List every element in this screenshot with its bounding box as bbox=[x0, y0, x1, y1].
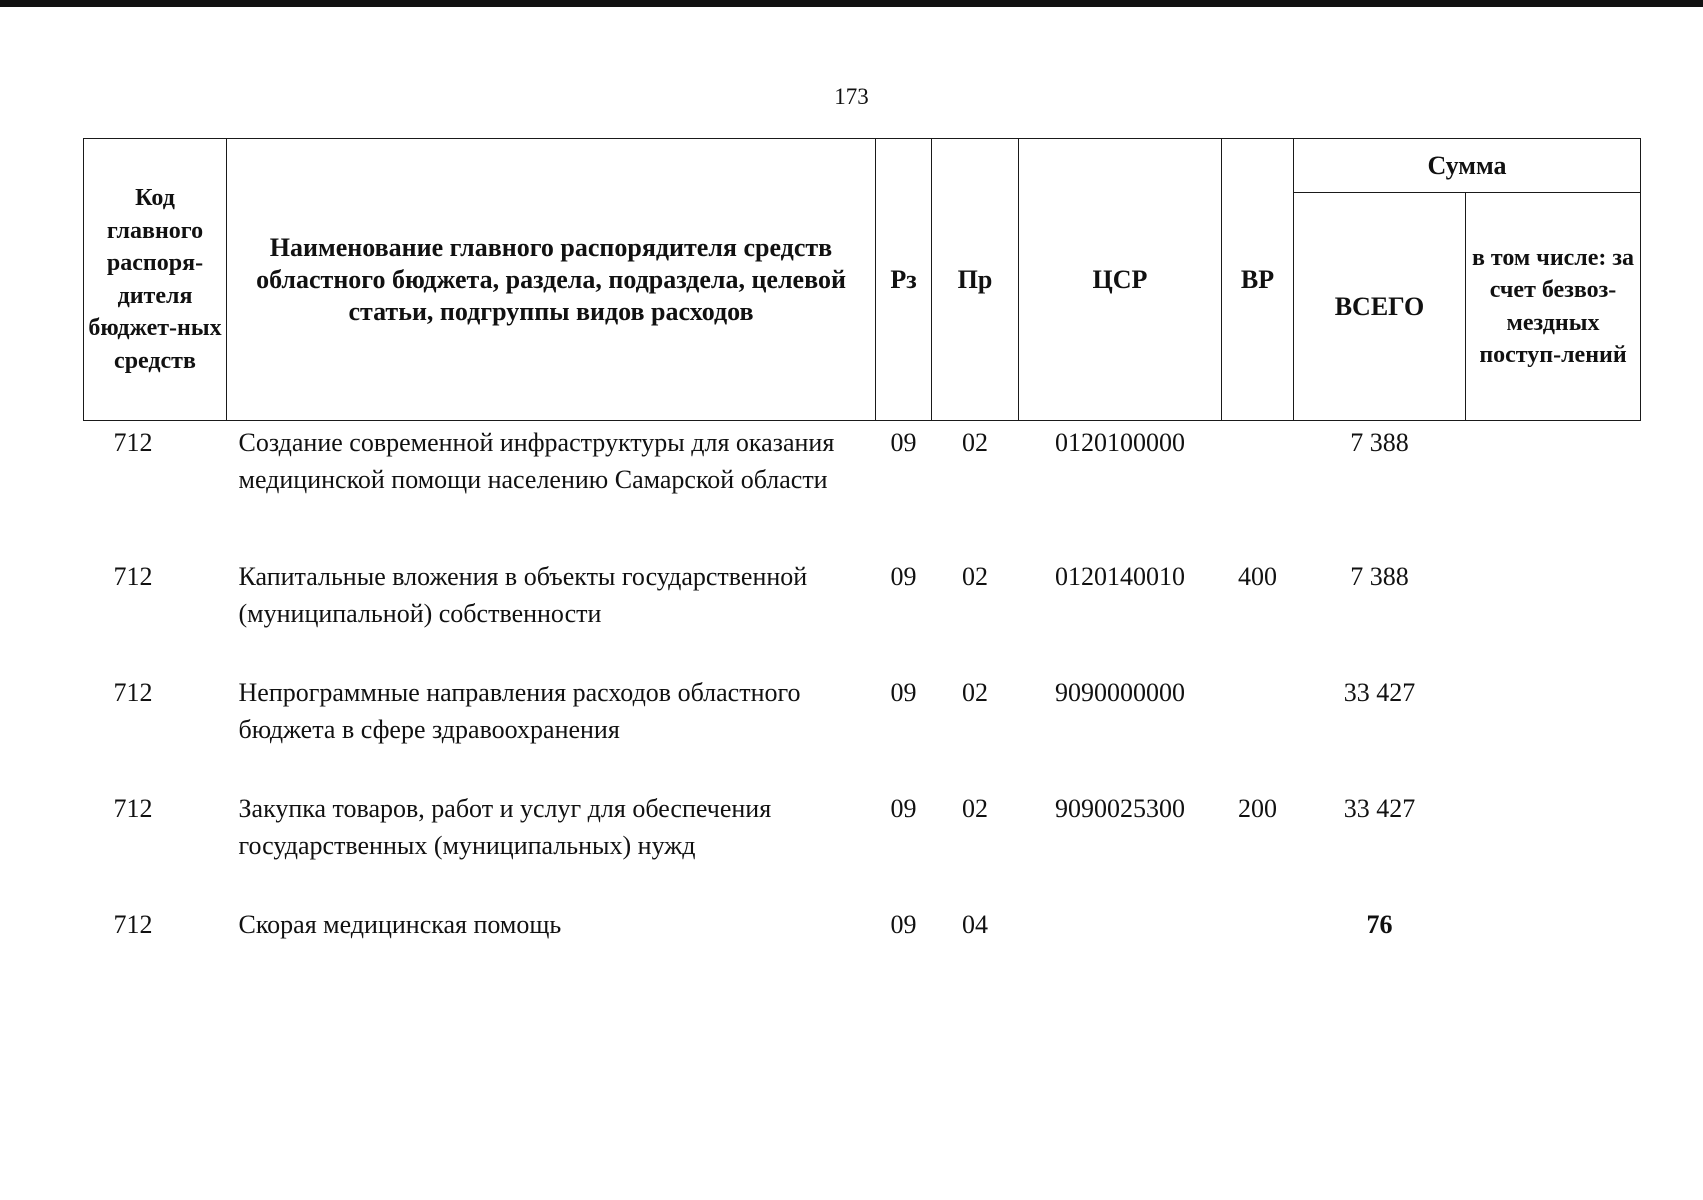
header-sum: Сумма bbox=[1294, 139, 1641, 193]
cell-vr bbox=[1222, 671, 1294, 787]
header-pr: Пр bbox=[932, 139, 1019, 421]
header-vr: ВР bbox=[1222, 139, 1294, 421]
cell-pr: 02 bbox=[962, 794, 988, 823]
cell-code: 712 bbox=[113, 678, 153, 707]
table-row bbox=[84, 903, 1641, 967]
cell-gratuitous bbox=[1466, 421, 1641, 556]
cell-total: 7 388 bbox=[1350, 562, 1409, 591]
cell-gratuitous bbox=[1466, 903, 1641, 967]
header-name: Наименование главного распорядителя средств областного бюджета, раздела, подраздела, целевой статьи, подгруппы видов расходов bbox=[227, 139, 876, 421]
cell-pr: 02 bbox=[962, 562, 988, 591]
cell-rz: 09 bbox=[890, 910, 917, 939]
cell-name: Капитальные вложения в объекты государственной (муниципальной) собственности bbox=[238, 562, 808, 628]
cell-total: 7 388 bbox=[1350, 428, 1409, 457]
cell-total: 76 bbox=[1366, 910, 1393, 939]
cell-total: 33 427 bbox=[1343, 794, 1416, 823]
table-row bbox=[84, 555, 1641, 671]
cell-name: Закупка товаров, работ и услуг для обеспечения государственных (муниципальных) нужд bbox=[238, 794, 772, 860]
cell-csr bbox=[1019, 903, 1222, 967]
cell-vr: 400 bbox=[1238, 562, 1277, 591]
header-total: ВСЕГО bbox=[1294, 193, 1466, 421]
cell-csr: 9090000000 bbox=[1055, 678, 1185, 707]
cell-name: Непрограммные направления расходов областного бюджета в сфере здравоохранения bbox=[238, 678, 801, 744]
cell-csr: 9090025300 bbox=[1055, 794, 1185, 823]
cell-rz: 09 bbox=[890, 678, 917, 707]
cell-gratuitous bbox=[1466, 671, 1641, 787]
page-number: 173 bbox=[834, 84, 869, 109]
top-border-rule bbox=[0, 0, 1703, 7]
cell-code: 712 bbox=[113, 428, 153, 457]
cell-vr bbox=[1222, 421, 1294, 556]
header-gratuitous: в том числе: за счет безвоз-мездных поступ-лений bbox=[1466, 193, 1641, 421]
cell-gratuitous bbox=[1466, 787, 1641, 903]
cell-pr: 02 bbox=[962, 428, 988, 457]
cell-name: Скорая медицинская помощь bbox=[238, 910, 562, 939]
cell-code: 712 bbox=[113, 562, 153, 591]
cell-rz: 09 bbox=[890, 428, 917, 457]
cell-csr: 0120100000 bbox=[1055, 428, 1185, 457]
cell-vr: 200 bbox=[1238, 794, 1277, 823]
cell-pr: 02 bbox=[962, 678, 988, 707]
cell-csr: 0120140010 bbox=[1055, 562, 1185, 591]
cell-rz: 09 bbox=[890, 562, 917, 591]
header-code: Код главного распоря-дителя бюджет-ных средств bbox=[84, 139, 227, 421]
header-csr: ЦСР bbox=[1019, 139, 1222, 421]
cell-pr: 04 bbox=[962, 910, 988, 939]
table-row bbox=[84, 671, 1641, 787]
header-rz: Рз bbox=[876, 139, 932, 421]
cell-code: 712 bbox=[113, 910, 153, 939]
cell-total: 33 427 bbox=[1343, 678, 1416, 707]
cell-vr bbox=[1222, 903, 1294, 967]
cell-rz: 09 bbox=[890, 794, 917, 823]
budget-table bbox=[83, 138, 1641, 967]
cell-name: Создание современной инфраструктуры для оказания медицинской помощи населению Самарской области bbox=[238, 428, 835, 494]
table-row bbox=[84, 421, 1641, 556]
cell-gratuitous bbox=[1466, 555, 1641, 671]
cell-code: 712 bbox=[113, 794, 153, 823]
table-row bbox=[84, 787, 1641, 903]
